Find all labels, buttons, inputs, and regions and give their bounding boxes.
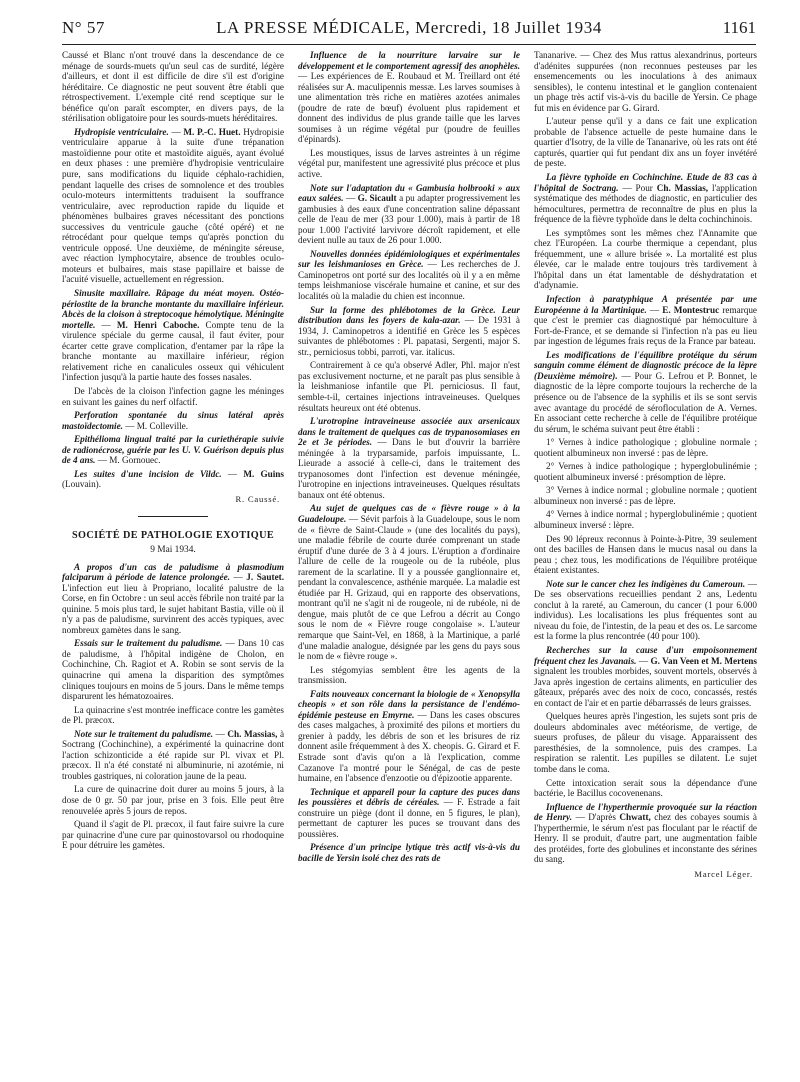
section-technique: Technique et appareil pour la capture des puces dans les poussières et débris de céréales. — F. Estrade a fait construire un piège (dont il donne, en 5 figures, le plan), permettant de capturer les puces se trouvant dans des poussières. xyxy=(298,786,520,839)
section-cancer: Note sur le cancer chez les indigènes du Cameroun. — De ses observations recueillies pendant 2 ans, Ledentu conclut à la rareté, au Cameroun, du cancer (1 pour 6.000 individus). Les localisations les plus fréquentes sont au niveau du foie, de l'intestin, de la peau et des os. Le sarcome est la forme la plus rencontrée (40 pour 100). xyxy=(534,578,757,642)
section-xenopsylla: Faits nouveaux concernant la biologie de « Xenopsylla cheopis » et son rôle dans la persistance de l'endémo-épidémie pesteuse en Emyrne. — Dans les cases obscures des cases malgaches, à proximité des pilons et mortiers du grenier à paddy, les débris de son et les brisures de riz donnent asile fréquemment à des X. cheopis. G. Girard et F. Estrade sont d'avis qu'on a là l'explication, comme Cazanove l'a montré pour le Sénégal, de cas de peste humaine, en l'absence d'enzootie ou d'épizootie apparente. xyxy=(298,688,520,784)
section-fievre-rouge: Au sujet de quelques cas de « fièvre rouge » à la Guadeloupe. — Sévit parfois à la Guadeloupe, sous le nom de « fièvre de Saint-Claude » (une des localités du pays), une maladie fébrile de courte durée comprenant un stade éruptif d'une durée de 3 à 4 jours. L'éruption a d'ordinaire l'allure de celle de la rougeole ou de la rubéole, plus rarement de la scarlatine. Il y a poussée ganglionnaire et, pendant la convalescence, asthénie marquée. La maladie est étudiée par H. Grizaud, qui en rapporte des observations, montrant qu'il ne s'agit ni de rougeole, ni de rubéole, ni de dengue, mais plutôt de ce que Lefrou a décrit au Congo sous le nom de « Fièvre rouge congolaise ». L'auteur remarque que Saint-Vel, en 1868, à la Martinique, a parlé d'une maladie analogue, désignée par les gens du pays sous le nom de « fièvre rouge ». xyxy=(298,503,520,662)
paragraph: Caussé et Blanc n'ont trouvé dans la descendance de ce ménage de sourds-muets qu'un seul cas de surdité, légère d'ailleurs, et dont il est difficile de dire s'il est d'origine héréditaire. Ce diagnostic ne peut souvent être établi que rétrospectivement. L'exemple cité rend sceptique sur le bénéfice qu'on paraît escompter, en divers pays, de la stérilisation obligatoire pour les sourds-muets héréditaires. xyxy=(62,50,284,124)
section-massias: Note sur le traitement du paludisme. — Ch. Massias, à Soctrang (Cochinchine), a expérimenté la quinacrine dont l'action schizonticide a été rapide sur Pl. vivax et Pl. præcox. Il n'a été constaté ni albuminurie, ni azotémie, ni troubles gastriques, ni coloration jaune de la peau. xyxy=(62,728,284,781)
list-item: 1° Vernes à indice pathologique ; globuline normale ; quotient albumineux non inversé : pas de lèpre. xyxy=(534,437,757,458)
section-javanais: Recherches sur la cause d'un empoisonnement fréquent chez les Javanais. — G. Van Veen et M. Mertens signalent les troubles morbides, souvent mortels, observés à Java après ingestion de certains aliments, en particulier des gâteaux, préparés avec des noix de coco, concassés, restés en contact de l'air et en partie débarrassés de leurs graisses. xyxy=(534,644,757,708)
column-1 xyxy=(62,50,284,1076)
paragraph: Quelques heures après l'ingestion, les sujets sont pris de douleurs abdominales avec météorisme, de vertige, de sueurs profuses, de pâleur du visage. Apparaissent des paresthésies, de la somnolence, puis des crampes. La respiration se ralentit. Les pupilles se dilatent. Le sujet tombe dans le coma. xyxy=(534,711,757,774)
paragraph: Les symptômes sont les mêmes chez l'Annamite que chez l'Européen. La courbe thermique a cependant, plus fréquemment, une « allure brisée ». La mortalité est plus élevée, car le malade entre toujours très tardivement à l'hôpital dans un état lamentable de déshydratation et d'adynamie. xyxy=(534,227,757,291)
paragraph: La quinacrine s'est montrée inefficace contre les gamètes de Pl. præcox. xyxy=(62,704,284,726)
society-heading: SOCIÉTÉ DE PATHOLOGIE EXOTIQUE xyxy=(71,530,275,542)
section-perforation: Perforation spontanée du sinus latéral après mastoïdectomie. — M. Colleville. xyxy=(62,410,284,431)
section-henry: Influence de l'hyperthermie provoquée sur la réaction de Henry. — D'après Chwatt, chez des cobayes soumis à l'hyperthermie, le sérum n'est pas floculant par le réactif de Henry. Il se produit, d'autre part, une augmentation faible des protéides, forte des globulines et inconstante des sérines du sang. xyxy=(534,801,757,865)
paragraph: Tananarive. — Chez des Mus rattus alexandrinus, porteurs d'adénites suppurées (non reconnues pesteuses par les ensemencements ou les inoculations à des animaux sensibles), le contenu intestinal et le ganglion contenaient un phage très actif vis-à-vis du bacille de Yersin. Ce phage fut mis en évidence par G. Girard. xyxy=(534,50,757,113)
section-epithelioma: Epithélioma lingual traité par la curiethérapie suivie de radionécrose, guérie par les U. V. Guérison depuis plus de 4 ans. — M. Gornouec. xyxy=(62,434,284,466)
page-header xyxy=(62,18,756,44)
section-hydropisie: Hydropisie ventriculaire. — M. P.-C. Huet. Hydropisie ventriculaire apparue à la suite d'une trépanation mastoïdienne pour otite et mastoïdite aiguës, ayant évolué en deux phases : une première d'hydropisie ventriculaire pure, sans modifications du liquide céphalo-rachidien, pendant laquelle des crises de somnolence et des troubles oculo-moteurs intermittents traduisent la souffrance ventriculaire, avec reproduction rapide du liquide et phénomènes bulbaires graves nécessitant des ponctions successives du ventricule gauche (côté opéré) et ne rétrocédant pour quelque temps qu'après ponction du ventricule opposé. Une deuxième, de méningite séreuse, avec réaction lymphocytaire, absence de troubles oculo-moteurs et bulbaires, mais stase papillaire et baisse de l'acuité visuelle, actuellement en régression. xyxy=(62,126,284,285)
section-typhoide: La fièvre typhoïde en Cochinchine. Etude de 83 cas à l'hôpital de Soctrang. — Pour Ch. Massias, l'application systématique des méthodes de diagnostic, en particulier des hémocultures, permettra de reconnaître de plus en plus la fréquence de la fièvre typhoïde dans le delta cochinchinois. xyxy=(534,172,757,225)
list-item: 4° Vernes à indice normal ; hyperglobulinémie ; quotient albumineux inversé : lèpre. xyxy=(534,509,757,530)
paragraph: La cure de quinacrine doit durer au moins 5 jours, à la dose de 0 gr. 50 par jour, prise en 3 fois. Elle peut être renouvelée après 5 jours de repos. xyxy=(62,784,284,816)
section-lepre: Les modifications de l'équilibre protéique du sérum sanguin comme élément de diagnostic précoce de la lèpre (Deuxième mémoire). — Pour G. Lefrou et P. Bonnet, le diagnostic de la lèpre comporte toujours la recherche de la présence ou de l'absence de la syphilis et ils se sont servis avec avantage du procédé de sérofloculation de A. Vernes. En associant cette recherche à celle de l'équilibre protéique du sérum, le schéma suivant peut être établi : xyxy=(534,349,757,434)
section-phlebotomes: Sur la forme des phlébotomes de la Grèce. Leur distribution dans les foyers de kala-azar. — De 1931 à 1934, J. Caminopetros a identifié en Grèce les 5 espèces suivantes de phlébotomes : Pl. papatasi, Sergenti, major S. str., perniciosus tobbi, parroti, var. italicus. xyxy=(298,304,520,357)
section-gambusia: Note sur l'adaptation du « Gambusia holbrooki » aux eaux salées. — G. Sicault a pu adapter progressivement les gambusies à des eaux d'une concentration saline dépassant celle de l'eau de mer (33 pour 1.000), mais à partir de 18 pour 1.000 l'activité larvivore décroît rapidement, et elle devient nulle au taux de 26 pour 1.000. xyxy=(298,182,520,246)
paragraph: Les moustiques, issus de larves astreintes à un régime végétal pur, manifestent une agressivité plus précoce et plus active. xyxy=(298,147,520,180)
section-essais: Essais sur le traitement du paludisme. — Dans 10 cas de paludisme, à l'hôpital indigène de Cholon, en Cochinchine, Ch. Ragiot et A. Robin se sont servis de la quinacrine qui amena la disparition des symptômes cliniques toujours en moins de 5 jours. Dans le même temps disparurent les hématozoaires. xyxy=(62,638,284,702)
paragraph: Cette intoxication serait sous la dépendance d'une bactérie, le Bacillus cocovenenans. xyxy=(534,777,757,799)
section-leishmanioses: Nouvelles données épidémiologiques et expérimentales sur les leishmanioses en Grèce. — Les recherches de J. Caminopetros ont porté sur des localités où il y a en même temps leishmaniose viscérale humaine et canine, et sur des localités où la maladie du chien est inconnue. xyxy=(298,248,520,302)
list-item: 2° Vernes à indice pathologique ; hyperglobulinémie ; quotient albumineux inversé : présomption de lèpre. xyxy=(534,461,757,482)
paragraph: Des 90 lépreux reconnus à Pointe-à-Pitre, 39 seulement ont des bacilles de Hansen dans le mucus nasal ou dans la peau ; chez tous, les modifications de l'équilibre protéique étaient existantes. xyxy=(534,533,757,576)
section-principe-lytique: Présence d'un principe lytique très actif vis-à-vis du bacille de Yersin isolé chez des rats de xyxy=(298,842,520,863)
issue-number: N° 57 xyxy=(62,18,105,37)
section-urotropine: L'urotropine intraveineuse associée aux arsenicaux dans le traitement de quelques cas de trypanosomiases en 2e et 3e périodes. — Dans le but d'ouvrir la barrière méningée à la tryparsamide, parfois impuissante, L. Lieurade a associé à celle-ci, dans le traitement des trypanosomes dont l'infection est devenue méningée, l'urotropine en injections intraveineuses. Quelques résultats banaux ont été obtenus. xyxy=(298,416,520,500)
journal-title: LA PRESSE MÉDICALE, Mercredi, 18 Juillet 1934 xyxy=(216,18,602,37)
section-sinusite: Sinusite maxillaire. Râpage du méat moyen. Ostéo-périostite de la branche montante du maxillaire inférieur. Abcès de la cloison à streptocoque hémolytique. Méningite mortelle. — M. Henri Caboche. Compte tenu de la virulence spéciale du germe causal, il faut éviter, pour écarter cette grave complication, d'entamer par la râpe la branche montante au maxillaire inférieur, région relativement riche en canalicules osseux qui véhiculent l'infection jusqu'à la partie haute des fosses nasales. xyxy=(62,288,284,383)
paragraph: Quand il s'agit de Pl. præcox, il faut faire suivre la cure par quinacrine d'une cure par quinostovarsol ou rhodoquine E pour détruire les gamètes. xyxy=(62,819,284,851)
section-paratyphique: Infection à paratyphique A présentée par une Européenne à la Martinique. — E. Montestruc remarque que c'est le premier cas diagnostiqué par hémoculture à Fort-de-France, et se demande si l'infection n'a pas eu lieu par ingestion de légumes frais reçus de la France par bateau. xyxy=(534,294,757,347)
section-sautet: A propos d'un cas de paludisme à plasmodium falciparum à période de latence prolongée. — J. Sautet. L'infection eut lieu à Propriano, localité palustre de la Corse, en fin Octobre : un seul accès fébrile non traité par la quinine. 5 mois plus tard, le sujet habitant Bastia, ville où il n'y a pas de paludisme, survinrent des accès typiques, avec nombreux gamètes dans le sang. xyxy=(62,561,284,635)
signature: Marcel Léger. xyxy=(694,868,753,879)
paragraph: Les stégomyias semblent être les agents de la transmission. xyxy=(298,664,520,686)
society-date: 9 Mai 1934. xyxy=(150,544,196,555)
paragraph: L'auteur pense qu'il y a dans ce fait une explication probable de l'absence actuelle de peste humaine dans le quartier d'Isotry, de la ville de Tananarive, où les rats ont été capturés, quartier qui fut pendant dix ans un foyer invétéré de peste. xyxy=(534,116,757,169)
list-item: 3° Vernes à indice normal ; globuline normale ; quotient albumineux non inversé : pas de lèpre. xyxy=(534,485,757,506)
section-anopheles: Influence de la nourriture larvaire sur le développement et le comportement agressif des anophèles. — Les expériences de E. Roubaud et M. Treillard ont été réalisées sur A. maculipennis messæ. Les larves soumises à une alimentation très riche en matières azotées animales (poudre de rate de bœuf) évoluent plus rapidement et donnent des individus de plus grande taille que les larves soumises à un régime végétal pur (poudre de feuilles d'épinards). xyxy=(298,50,520,145)
section-vildc: Les suites d'une incision de Vildc. — M. Guins (Louvain). xyxy=(62,468,284,490)
article-columns xyxy=(62,50,757,1076)
paragraph: De l'abcès de la cloison l'infection gagne les méninges en suivant les gaines du nerf olfactif. xyxy=(62,385,284,407)
signature: R. Caussé. xyxy=(235,493,280,504)
section-divider xyxy=(138,516,208,517)
header-rule xyxy=(62,44,756,45)
page-number: 1161 xyxy=(722,18,756,37)
column-2 xyxy=(298,50,520,1076)
paragraph: Contrairement à ce qu'a observé Adler, Phl. major n'est pas exclusivement nocturne, et ne paraît pas plus sensible à la leishmaniose infantile que Pl. perniciosus. Il faut, semble-t-il, certaines injections intraveineuses. Quelques résultats heureux ont été obtenus. xyxy=(298,360,520,413)
column-3 xyxy=(534,50,757,1076)
